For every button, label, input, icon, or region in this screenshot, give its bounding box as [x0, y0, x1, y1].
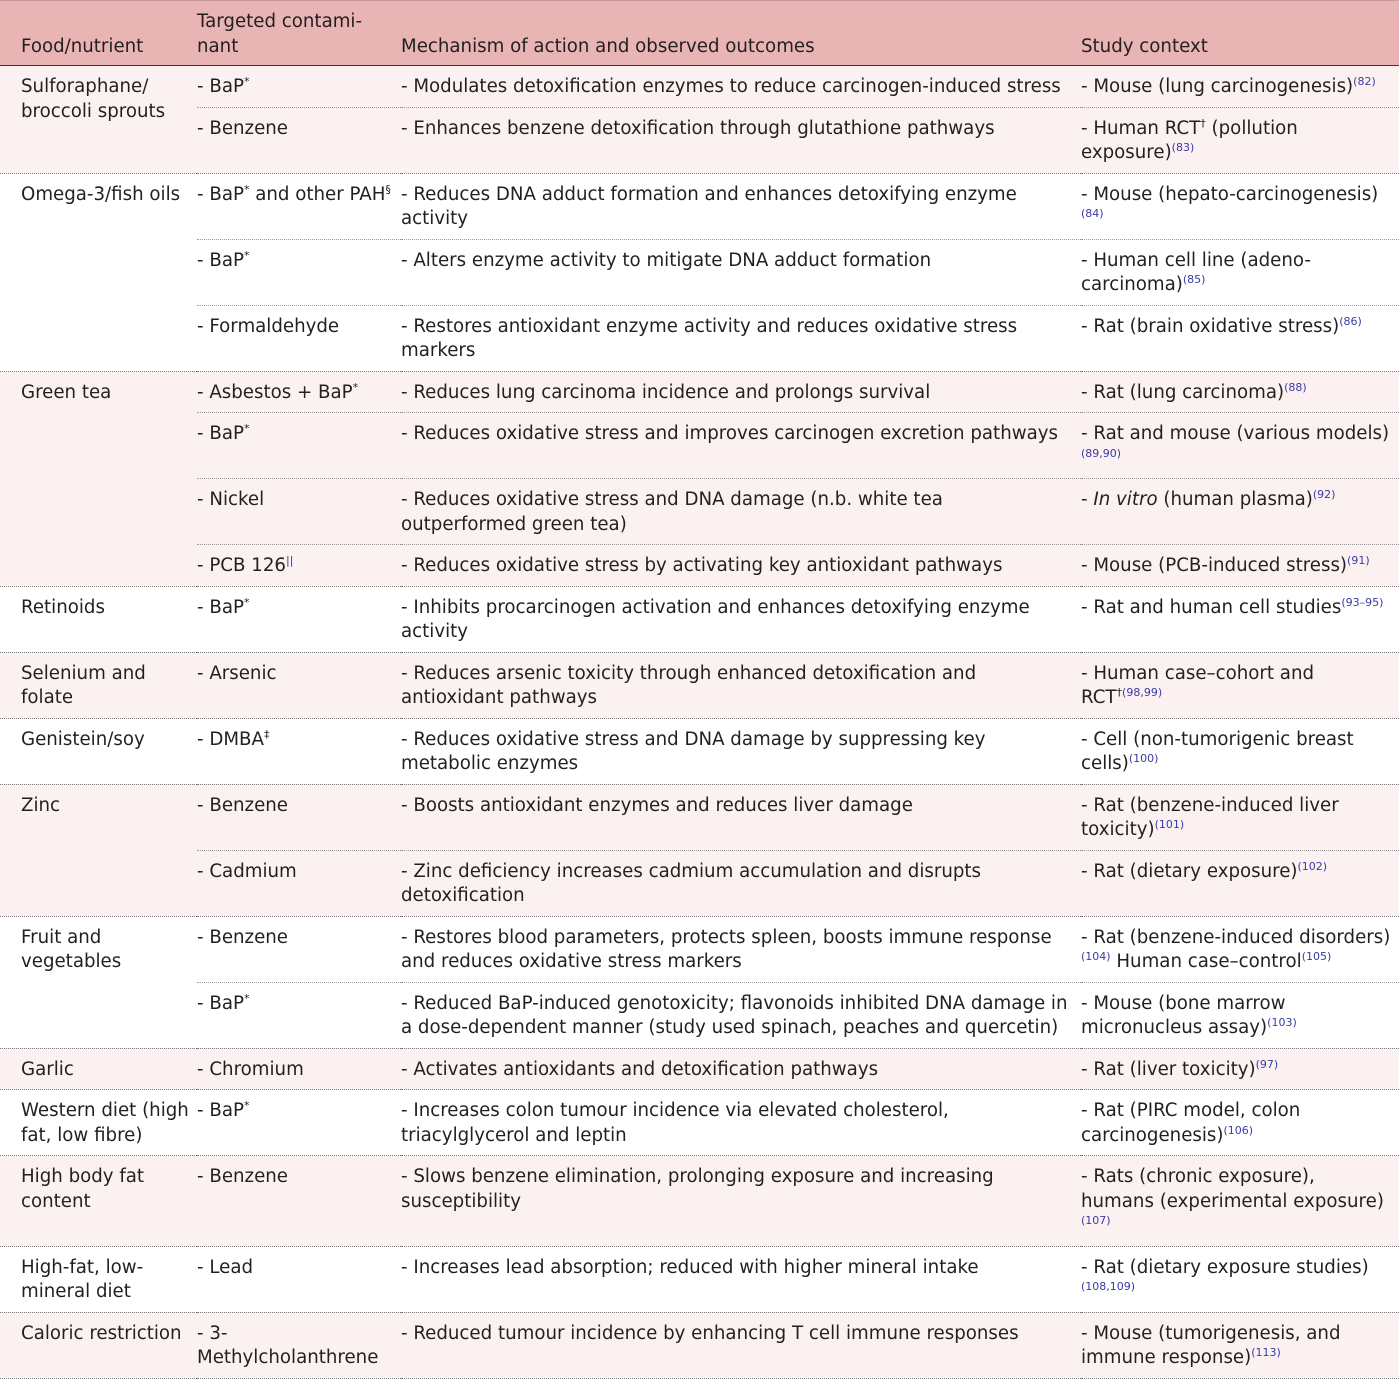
context-text: - Rat and mouse (various models) — [1081, 423, 1390, 444]
mechanism-cell: - Reduces DNA adduct formation and enhances detoxifying enzyme activity — [401, 173, 1081, 239]
context-text: - Rat (dietary exposure) — [1081, 860, 1298, 882]
contaminant-text: - Formaldehyde — [197, 315, 340, 337]
footnote-mark: * — [243, 595, 250, 609]
header-food: Food/nutrient — [0, 1, 197, 66]
context-text: - Rat (brain oxidative stress) — [1081, 315, 1340, 337]
table-row — [0, 982, 1399, 1048]
table-row — [0, 1246, 1399, 1312]
mechanism-cell: - Modulates detoxification enzymes to reduce carcinogen-induced stress — [401, 66, 1081, 108]
contaminant-text: - PCB 126 — [197, 555, 286, 576]
header-contaminant: Targeted contami-nant — [197, 1, 401, 66]
contaminant-cell — [197, 916, 401, 982]
footnote-mark: * — [243, 182, 250, 196]
food-cell: High body fat content — [0, 1156, 197, 1247]
reference: (103) — [1267, 1016, 1297, 1029]
contaminant-text: - Benzene — [197, 794, 288, 816]
food-cell: Selenium and folate — [0, 652, 197, 718]
reference: (108,109) — [1081, 1280, 1136, 1293]
footnote-mark: * — [243, 1099, 250, 1112]
food-cell: Genistein/soy — [0, 718, 197, 784]
context-text: - Human case–cohort and RCT — [1081, 662, 1315, 708]
table-row — [0, 305, 1399, 371]
contaminant-cell — [197, 107, 401, 173]
mechanism-cell: - Increases lead absorption; reduced with higher mineral intake — [401, 1246, 1081, 1312]
footnote-mark: * — [352, 380, 359, 394]
context-cell — [1081, 305, 1399, 371]
reference: (98,99) — [1122, 686, 1163, 699]
contaminant-cell — [197, 652, 401, 718]
reference: (92) — [1312, 488, 1336, 501]
context-text: - Human cell line (adeno-carcinoma) — [1081, 249, 1311, 295]
context-cell — [1081, 413, 1399, 479]
food-cell: Western diet (high fat, low fibre) — [0, 1090, 197, 1156]
context-cell — [1081, 1048, 1399, 1090]
contaminant-cell — [197, 173, 401, 239]
contaminant-cell — [197, 586, 401, 652]
mechanism-cell: - Restores antioxidant enzyme activity and reduces oxidative stress markers — [401, 305, 1081, 371]
table-row — [0, 586, 1399, 652]
mechanism-cell: - Enhances benzene detoxification through glutathione pathways — [401, 107, 1081, 173]
context-cell — [1081, 1246, 1399, 1312]
context-text: - Rat (PIRC model, colon carcinogenesis) — [1081, 1100, 1301, 1146]
reference: (104) — [1081, 950, 1111, 963]
context-text: - Rat (benzene-induced disorders) — [1081, 926, 1391, 948]
reference: (106) — [1223, 1123, 1254, 1137]
table-row — [0, 413, 1399, 479]
table-row — [0, 479, 1399, 545]
context-text: - Mouse (tumorigenesis, and immune response) — [1081, 1322, 1341, 1368]
footnote-mark: § — [385, 182, 391, 196]
contaminant-cell — [197, 1090, 401, 1156]
context-text: - Rat and human cell studies — [1081, 596, 1342, 618]
contaminant-text-extra: and other PAH — [249, 183, 386, 205]
reference: (88) — [1284, 380, 1307, 394]
table-row — [0, 1048, 1399, 1090]
food-cell: Omega-3/fish oils — [0, 173, 197, 371]
food-cell: Garlic — [0, 1048, 197, 1090]
mechanism-cell: - Reduces oxidative stress and DNA damage by suppressing key metabolic enzymes — [401, 718, 1081, 784]
contaminant-text: - Arsenic — [197, 662, 277, 684]
reference: (93–95) — [1341, 595, 1384, 609]
food-cell: Fruit and vegetables — [0, 916, 197, 1048]
contaminant-text: - Lead — [197, 1256, 254, 1278]
context-text: - Mouse (lung carcinogenesis) — [1081, 76, 1354, 97]
footnote-mark: * — [243, 991, 250, 1005]
table-row — [0, 1156, 1399, 1247]
mechanism-cell: - Boosts antioxidant enzymes and reduces liver damage — [401, 784, 1081, 850]
reference: (97) — [1255, 1057, 1279, 1071]
contaminant-cell — [197, 850, 401, 916]
contaminant-cell — [197, 305, 401, 371]
contaminant-text: - BaP — [197, 183, 244, 205]
context-cell — [1081, 586, 1399, 652]
contaminant-cell — [197, 371, 401, 413]
context-cell — [1081, 66, 1399, 108]
reference: (113) — [1251, 1346, 1281, 1359]
contaminant-cell — [197, 239, 401, 305]
footnote-mark: ‡ — [263, 727, 270, 741]
table-row — [0, 173, 1399, 239]
context-text: - Rat (lung carcinoma) — [1081, 381, 1285, 403]
food-cell: Sulforaphane/ broccoli sprouts — [0, 66, 197, 174]
context-text: - Mouse (hepato-carcinogenesis) — [1081, 183, 1379, 205]
context-cell — [1081, 173, 1399, 239]
context-cell — [1081, 1090, 1399, 1156]
contaminant-cell — [197, 784, 401, 850]
reference: (105) — [1301, 950, 1332, 963]
reference: (89,90) — [1081, 446, 1122, 460]
context-cell — [1081, 850, 1399, 916]
mechanism-cell: - Reduces lung carcinoma incidence and prolongs survival — [401, 371, 1081, 413]
table-row — [0, 718, 1399, 784]
mechanism-cell: - Alters enzyme activity to mitigate DNA adduct formation — [401, 239, 1081, 305]
context-cell — [1081, 239, 1399, 305]
mechanism-cell: - Reduced BaP-induced genotoxicity; flavonoids inhibited DNA damage in a dose-dependent manner (study used spinach, peaches and quercetin) — [401, 982, 1081, 1048]
contaminant-text: - BaP — [197, 76, 244, 97]
table-row — [0, 239, 1399, 305]
reference: (91) — [1347, 554, 1370, 567]
reference: (84) — [1081, 207, 1104, 220]
context-cell — [1081, 371, 1399, 413]
contaminant-cell — [197, 1048, 401, 1090]
mechanism-cell: - Reduces oxidative stress and DNA damage (n.b. white tea outperformed green tea) — [401, 479, 1081, 545]
context-text: - Rat (liver toxicity) — [1081, 1058, 1256, 1080]
reference: (82) — [1353, 75, 1376, 88]
contaminant-text: - BaP — [197, 423, 244, 444]
contaminant-cell — [197, 479, 401, 545]
contaminant-text: - Cadmium — [197, 860, 297, 882]
contaminant-text: - BaP — [197, 596, 244, 618]
contaminant-text: - Benzene — [197, 1166, 288, 1187]
table-row — [0, 850, 1399, 916]
mechanism-cell: - Reduced tumour incidence by enhancing T cell immune responses — [401, 1312, 1081, 1378]
mechanism-cell: - Increases colon tumour incidence via elevated cholesterol, triacylglycerol and leptin — [401, 1090, 1081, 1156]
context-italic: In vitro — [1093, 489, 1158, 510]
footnote-mark: || — [285, 554, 294, 567]
context-text-extra: Human case–control — [1110, 951, 1302, 972]
context-text: (human plasma) — [1157, 489, 1313, 510]
contaminant-cell — [197, 982, 401, 1048]
footnote-mark: * — [243, 422, 250, 435]
footnote-mark: * — [243, 248, 250, 262]
reference: (100) — [1128, 752, 1159, 765]
context-cell — [1081, 784, 1399, 850]
food-cell: Caloric restriction — [0, 1312, 197, 1378]
context-cell — [1081, 1156, 1399, 1247]
contaminant-cell — [197, 413, 401, 479]
footnote-mark: † — [1116, 686, 1123, 699]
context-text-extra: (pollution exposure) — [1081, 117, 1298, 163]
reference: (101) — [1154, 818, 1185, 831]
contaminant-text: - Benzene — [197, 117, 288, 139]
contaminant-text: - Chromium — [197, 1058, 304, 1080]
contaminant-cell — [197, 1246, 401, 1312]
mechanism-cell: - Slows benzene elimination, prolonging exposure and increasing susceptibility — [401, 1156, 1081, 1247]
header-row — [0, 1, 1399, 66]
contaminant-text: - Benzene — [197, 926, 288, 948]
contaminant-text: - Asbestos + BaP — [197, 381, 353, 403]
header-mechanism: Mechanism of action and observed outcomes — [401, 1, 1081, 66]
context-prefix: - — [1081, 489, 1094, 510]
context-cell — [1081, 1312, 1399, 1378]
mechanism-cell: - Restores blood parameters, protects spleen, boosts immune response and reduces oxidative stress markers — [401, 916, 1081, 982]
contaminant-cell — [197, 1312, 401, 1378]
mechanism-cell: - Activates antioxidants and detoxification pathways — [401, 1048, 1081, 1090]
context-text: - Human RCT — [1081, 117, 1201, 139]
contaminant-text: - Nickel — [197, 489, 265, 510]
context-text: - Rats (chronic exposure), humans (experimental exposure) — [1081, 1166, 1384, 1212]
header-context: Study context — [1081, 1, 1399, 66]
context-text: - Mouse (bone marrow micronucleus assay) — [1081, 992, 1286, 1038]
table-row — [0, 652, 1399, 718]
context-text: - Mouse (PCB-induced stress) — [1081, 555, 1348, 576]
table-row — [0, 545, 1399, 587]
mechanism-cell: - Reduces arsenic toxicity through enhanced detoxification and antioxidant pathways — [401, 652, 1081, 718]
food-cell: High-fat, low-mineral diet — [0, 1246, 197, 1312]
context-cell — [1081, 107, 1399, 173]
context-cell — [1081, 479, 1399, 545]
contaminant-text: - 3-Methylcholanthrene — [197, 1322, 379, 1368]
table-row — [0, 1090, 1399, 1156]
table-row — [0, 916, 1399, 982]
table-row — [0, 107, 1399, 173]
reference: (107) — [1081, 1214, 1111, 1227]
contaminant-cell — [197, 66, 401, 108]
contaminant-cell — [197, 545, 401, 587]
context-cell — [1081, 916, 1399, 982]
footnote-mark: * — [243, 75, 250, 88]
context-cell — [1081, 718, 1399, 784]
reference: (83) — [1171, 141, 1195, 154]
table-row — [0, 371, 1399, 413]
table-row — [0, 784, 1399, 850]
reference: (102) — [1297, 859, 1328, 873]
contaminant-cell — [197, 1156, 401, 1247]
context-cell — [1081, 545, 1399, 587]
context-text: - Rat (dietary exposure studies) — [1081, 1256, 1369, 1278]
food-cell: Zinc — [0, 784, 197, 916]
context-cell — [1081, 652, 1399, 718]
mechanism-cell: - Reduces oxidative stress and improves carcinogen excretion pathways — [401, 413, 1081, 479]
contaminant-text: - BaP — [197, 249, 244, 271]
mechanism-cell: - Inhibits procarcinogen activation and enhances detoxifying enzyme activity — [401, 586, 1081, 652]
reference: (86) — [1339, 314, 1362, 328]
contaminant-text: - BaP — [197, 1100, 244, 1121]
context-cell — [1081, 982, 1399, 1048]
footnote-mark: † — [1200, 116, 1206, 130]
mechanism-cell: - Reduces oxidative stress by activating key antioxidant pathways — [401, 545, 1081, 587]
context-text: - Cell (non-tumorigenic breast cells) — [1081, 728, 1354, 774]
reference: (85) — [1182, 273, 1206, 286]
contaminant-cell — [197, 718, 401, 784]
food-cell: Green tea — [0, 371, 197, 586]
food-cell: Retinoids — [0, 586, 197, 652]
table-row — [0, 66, 1399, 108]
contaminant-text: - DMBA — [197, 728, 264, 750]
contaminant-text: - BaP — [197, 992, 244, 1014]
table-row — [0, 1312, 1399, 1378]
mechanism-cell: - Zinc deficiency increases cadmium accumulation and disrupts detoxification — [401, 850, 1081, 916]
context-text: - Rat (benzene-induced liver toxicity) — [1081, 794, 1339, 840]
